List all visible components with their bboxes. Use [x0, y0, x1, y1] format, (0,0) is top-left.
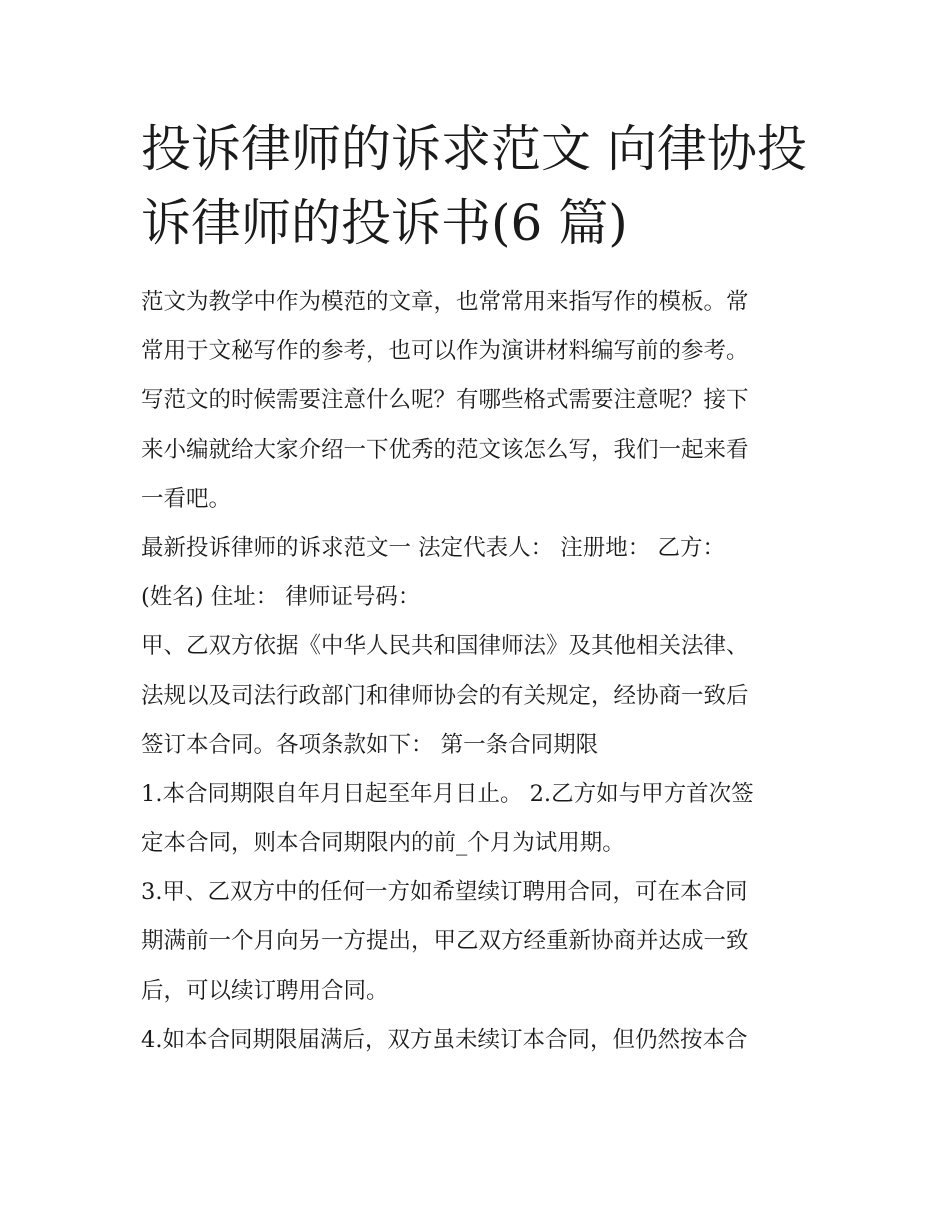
intro-line: 一看吧。 — [141, 485, 232, 512]
contract-paragraph-line: 甲、乙双方依据《中华人民共和国律师法》及其他相关法律、 — [141, 633, 749, 660]
document-title — [141, 112, 831, 260]
contract-paragraph-line: 法规以及司法行政部门和律师协会的有关规定，经协商一致后 — [141, 682, 749, 709]
intro-line: 写范文的时候需要注意什么呢？有哪些格式需要注意呢？接下 — [141, 387, 749, 414]
clause-line: 期满前一个月向另一方提出，甲乙双方经重新协商并达成一致 — [141, 928, 749, 955]
contract-paragraph-line: 签订本合同。各项条款如下： 第一条合同期限 — [141, 731, 599, 758]
intro-line: 常用于文秘写作的参考，也可以作为演讲材料编写前的参考。 — [141, 338, 749, 365]
intro-line: 范文为教学中作为模范的文章，也常常用来指写作的模板。常 — [141, 289, 749, 315]
title-line: 诉律师的投诉书(6 篇) — [141, 194, 628, 252]
clause-line: 定本合同，则本合同期限内的前_个月为试用期。 — [141, 830, 625, 857]
clause-line: 后，可以续订聘用合同。 — [141, 977, 389, 1004]
document-body — [141, 278, 821, 1065]
party-info-line: (姓名) 住址： 律师证号码： — [141, 584, 421, 611]
clause-line: 4.如本合同期限届满后，双方虽未续订本合同，但仍然按本合 — [141, 1026, 748, 1053]
intro-line: 来小编就给大家介绍一下优秀的范文该怎么写，我们一起来看 — [141, 436, 749, 463]
title-line: 投诉律师的诉求范文 向律协投 — [141, 120, 807, 178]
clause-line: 3.甲、乙双方中的任何一方如希望续订聘用合同，可在本合同 — [141, 879, 748, 906]
section-heading-line: 最新投诉律师的诉求范文一 法定代表人： 注册地： 乙方： — [141, 534, 725, 561]
clause-line: 1.本合同期限自年月日起至年月日止。 2.乙方如与甲方首次签 — [141, 780, 754, 807]
